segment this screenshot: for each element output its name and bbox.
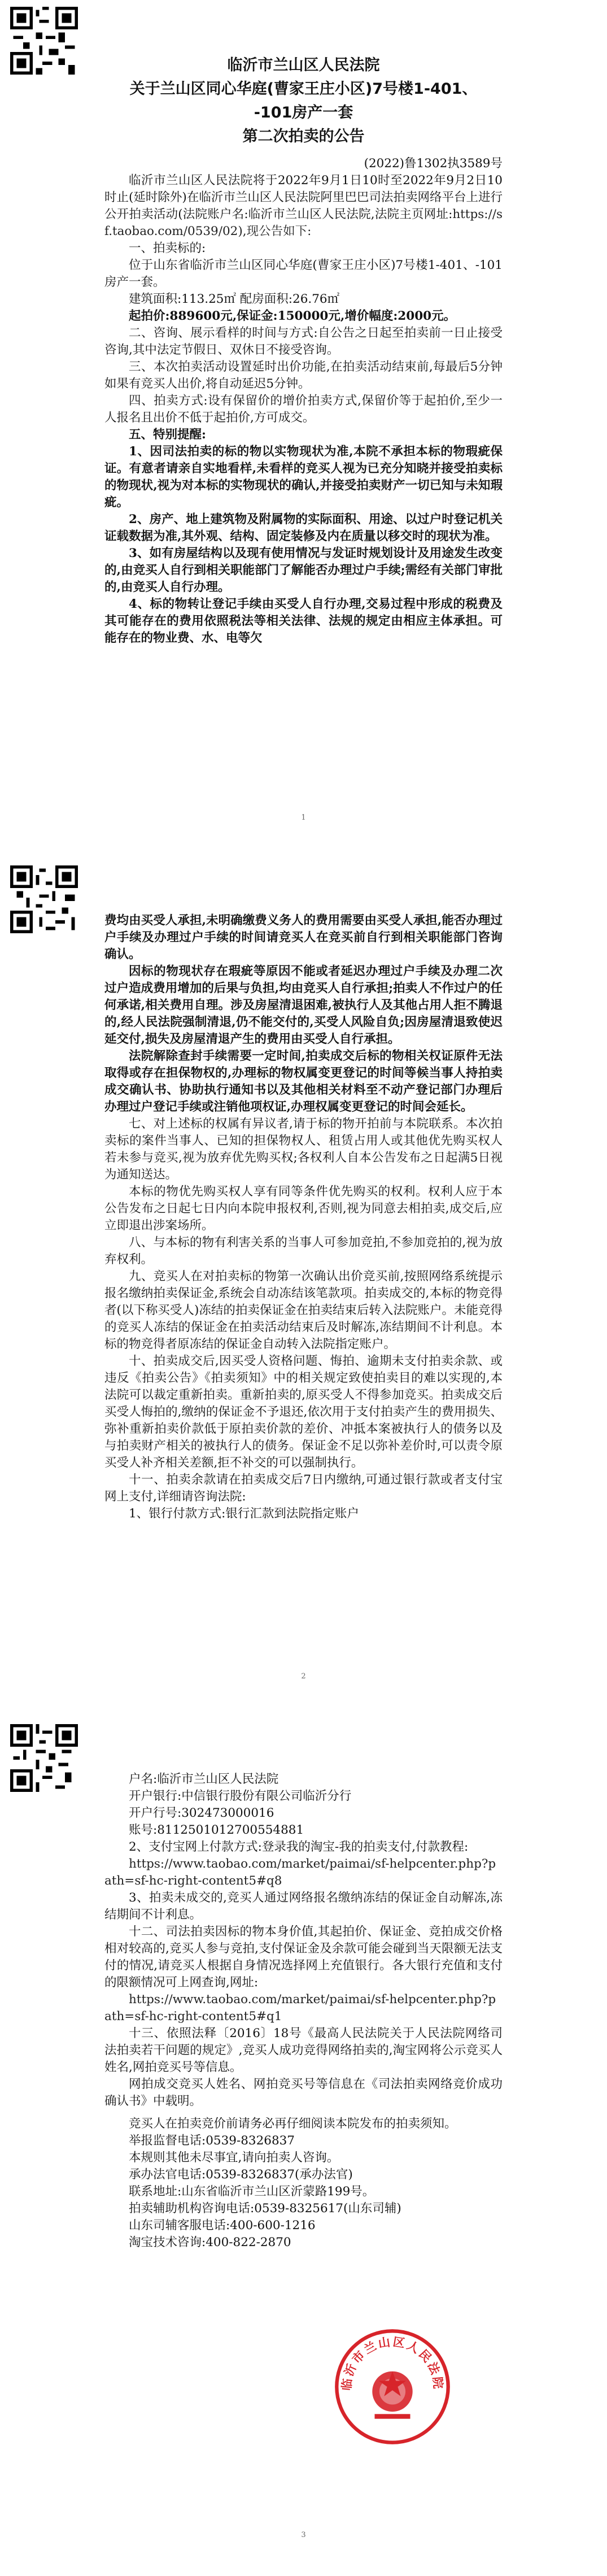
page-number: 1 (301, 813, 306, 822)
bank-account: 账号:8112501012700554881 (129, 1823, 304, 1837)
contact-supervise: 举报监督电话:0539-8326837 (129, 2134, 295, 2148)
announcement-title-line-3: -101房产一套 (254, 104, 353, 121)
section-13-detail: 网拍成交竞买人姓名、网拍竞买号等信息在《司法拍卖网络竞价成功确认书》中载明。 (104, 2077, 503, 2108)
section-5-item-1: 1、因司法拍卖的标的物以实物现状为准,本院不承担本标的物瑕疵保证。有意者请亲自实地看样,未看样的竞买人视为已充分知晓并接受拍卖标的物现状,视为对本标的实物现状的确认,并接受拍卖财产一切已知与未知瑕疵。 (104, 445, 503, 510)
page-number: 2 (301, 1672, 306, 1681)
payment-tutorial-link[interactable]: https://www.taobao.com/market/paimai/sf-helpcenter.php?path=sf-hc-right-content5#q8 (104, 1857, 496, 1888)
qr-code-icon (10, 1724, 78, 1792)
announcement-title-line-2: 关于兰山区同心华庭(曹家王庄小区)7号楼1-401、 (129, 80, 478, 98)
section-4: 四、拍卖方式:设有保留价的增价拍卖方式,保留价等于起拍价,至少一人报名且出价不低于起拍价,方可成交。 (104, 394, 503, 425)
section-11-item-3: 3、拍卖未成交的,竞买人通过网络报名缴纳冻结的保证金自动解冻,冻结期间不计利息。 (104, 1891, 503, 1922)
section-8: 八、与本标的物有利害关系的当事人可参加竞拍,不参加竞拍的,视为放弃权利。 (104, 1235, 503, 1267)
bank-limit-link[interactable]: https://www.taobao.com/market/paimai/sf-helpcenter.php?path=sf-hc-right-content5#q1 (104, 1992, 496, 2024)
page-number: 3 (301, 2531, 306, 2539)
section-5-item-4: 4、标的物转让登记手续由买受人自行办理,交易过程中形成的税费及其可能存在的费用依照税法等相关法律、法规的规定由相应主体承担。可能存在的物业费、水、电等欠 (104, 597, 503, 645)
section-11: 十一、拍卖余款请在拍卖成交后7日内缴纳,可通过银行款或者支付宝网上支付,详细请咨询法院: (104, 1473, 503, 1504)
page-1-text (104, 54, 503, 647)
section-1-heading: 一、拍卖标的: (129, 241, 206, 255)
section-5-heading: 五、特别提醒: (129, 428, 206, 442)
bank-name: 开户银行:中信银行股份有限公司临沂分行 (129, 1789, 352, 1803)
document-page-3 (0, 1717, 607, 2576)
section-1-price: 起拍价:889600元,保证金:150000元,增价幅度:2000元。 (129, 309, 456, 323)
section-1-area: 建筑面积:113.25㎡ 配房面积:26.76㎡ (129, 292, 340, 306)
section-10: 十、拍卖成交后,因买受人资格问题、悔拍、逾期未支付拍卖余款、或违反《拍卖公告》《拍卖须知》中的相关规定致使拍卖目的难以实现的,本法院可以裁定重新拍卖。重新拍卖的,原买受人不得参加竞买。拍卖成交后买受人悔拍的,缴纳的保证金不予退还,依次用于支付拍卖产生的费用损失、弥补重新拍卖价款低于原拍卖价款的差价、冲抵本案被执行人的债务以及与拍卖财产相关的被执行人的债务。保证金不足以弥补差价时,可以责令原买受人补齐相关差额,拒不补交的可以强制执行。 (104, 1354, 503, 1470)
section-12: 十二、司法拍卖因标的物本身价值,其起拍价、保证金、竞拍成交价格相对较高的,竞买人参与竞拍,支付保证金及余款可能会碰到当天限额无法支付的情况,请竞买人根据自身情况选择网上充值银行。各大银行充值和支付的限额情况可上网查询,网址: (104, 1925, 503, 1990)
section-3: 三、本次拍卖活动设置延时出价功能,在拍卖活动结束前,每最后5分钟如果有竞买人出价,将自动延迟5分钟。 (104, 360, 503, 391)
qr-code-icon (10, 7, 78, 75)
document-page-1 (0, 0, 607, 859)
contact-service-phone: 山东司辅客服电话:400-600-1216 (129, 2218, 316, 2233)
court-seal-icon (333, 2327, 452, 2446)
contact-address: 联系地址:山东省临沂市兰山区沂蒙路199号。 (129, 2185, 375, 2199)
section-5-item-4-cont: 费均由买受人承担,未明确缴费义务人的费用需要由买受人承担,能否办理过户手续及办理过户手续的时间请竞买人在竞买前自行到相关职能部门咨询确认。 (104, 913, 503, 961)
court-homepage-link[interactable]: https://sf.taobao.com/0539/02),现公告如下: (104, 207, 503, 238)
closing-note: 竞买人在拍卖竞价前请务必再仔细阅读本院发布的拍卖须知。 (129, 2117, 457, 2131)
svg-text:临沂市兰山区人民法院: 临沂市兰山区人民法院 (339, 2335, 446, 2391)
section-2: 二、咨询、展示看样的时间与方式:自公告之日起至拍卖前一日止接受咨询,其中法定节假日、双休日不接受咨询。 (104, 326, 503, 357)
section-11-item-1: 1、银行付款方式:银行汇款到法院指定账户 (129, 1507, 359, 1521)
page-2-text (104, 912, 503, 1522)
section-1-description: 位于山东省临沂市兰山区同心华庭(曹家王庄小区)7号楼1-401、-101房产一套。 (104, 258, 503, 289)
court-title: 临沂市兰山区人民法院 (227, 56, 380, 74)
section-5-item-6: 法院解除查封手续需要一定时间,拍卖成交后标的物相关权证原件无法取得或存在担保物权的,办理标的物权属变更登记的时间等候当事人持拍卖成交确认书、协助执行通知书以及其他相关材料至不动产登记部门办理后办理过户登记手续或注销他项权证,办理权属变更登记的时间会延长。 (104, 1049, 503, 1114)
qr-code-icon (10, 865, 78, 933)
contact-judge-phone: 承办法官电话:0539-8326837(承办法官) (129, 2168, 353, 2182)
bank-payee: 户名:临沂市兰山区人民法院 (129, 1772, 279, 1786)
intro-paragraph: 临沂市兰山区人民法院将于2022年9月1日10时至2022年9月2日10时止(延时除外)在临沂市兰山区人民法院阿里巴巴司法拍卖网络平台上进行公开拍卖活动(法院账户名:临沂市兰山区人民法院,法院主页网址:https://sf.taobao.com/0539/02),现公告如下: (104, 173, 503, 238)
section-13: 十三、依照法释〔2016〕18号《最高人民法院关于人民法院网络司法拍卖若干问题的规定》,竞买人成功竞得网络拍卖的,淘宝网将公示竞买人姓名,网拍竞买号等信息。 (104, 2026, 503, 2074)
announcement-title-line-4: 第二次拍卖的公告 (242, 128, 365, 145)
bank-code: 开户行号:302473000016 (129, 1806, 274, 1820)
section-11-item-2: 2、支付宝网上付款方式:登录我的淘宝-我的拍卖支付,付款教程: (129, 1840, 469, 1854)
contact-assist-phone: 拍卖辅助机构咨询电话:0539-8325617(山东司辅) (129, 2201, 401, 2216)
document-page-2 (0, 859, 607, 1717)
contact-other: 本规则其他未尽事宜,请向拍卖人咨询。 (129, 2151, 339, 2165)
section-7-rights: 本标的物优先购买权人享有同等条件优先购买的权利。权利人应于本公告发布之日起七日内向本院申报权利,否则,视为同意去相拍卖,成交后,应立即退出涉案场所。 (104, 1185, 503, 1233)
contact-taobao-phone: 淘宝技术咨询:400-822-2870 (129, 2235, 291, 2249)
section-5-item-3: 3、如有房屋结构以及现有使用情况与发证时规划设计及用途发生改变的,由竞买人自行到相关职能部门了解能否办理过户手续;需经有关部门审批的,由竞买人自行办理。 (104, 546, 503, 594)
case-number: (2022)鲁1302执3589号 (364, 156, 503, 171)
section-5-item-2: 2、房产、地上建筑物及附属物的实际面积、用途、以过户时登记机关证载数据为准,其外观、结构、固定装修及内在质量以移交时的现状为准。 (104, 512, 503, 543)
section-5-item-5: 因标的物现状存在瑕疵等原因不能或者延迟办理过户手续及办理二次过户造成费用增加的后果与负担,均由竞买人自行承担;拍卖人不作过户的任何承诺,相关费用自理。涉及房屋清退困难,被执行人及其他占用人拒不腾退的,经人民法院强制清退,仍不能交付的,买受人风险自负;因房屋清退致使迟延交付,损失及房屋清退产生的费用由买受人自行承担。 (104, 964, 503, 1046)
section-7: 七、对上述标的权属有异议者,请于标的物开拍前与本院联系。本次拍卖标的案件当事人、已知的担保物权人、租赁占用人或其他优先购买权人若未参与竞买,视为放弃优先购买权;各权利人自本公告发布之日起满5日视为通知送达。 (104, 1117, 503, 1182)
page-3-text (104, 1771, 503, 2251)
section-9: 九、竞买人在对拍卖标的物第一次确认出价竞买前,按照网络系统提示报名缴纳拍卖保证金,系统会自动冻结该笔款项。拍卖成交的,本标的物竞得者(以下称买受人)冻结的拍卖保证金在拍卖结束后转入法院账户。未能竞得的竞买人冻结的保证金在拍卖活动结束后及时解冻,冻结期间不计利息。本标的物竞得者原冻结的保证金自动转入法院指定账户。 (104, 1269, 503, 1351)
